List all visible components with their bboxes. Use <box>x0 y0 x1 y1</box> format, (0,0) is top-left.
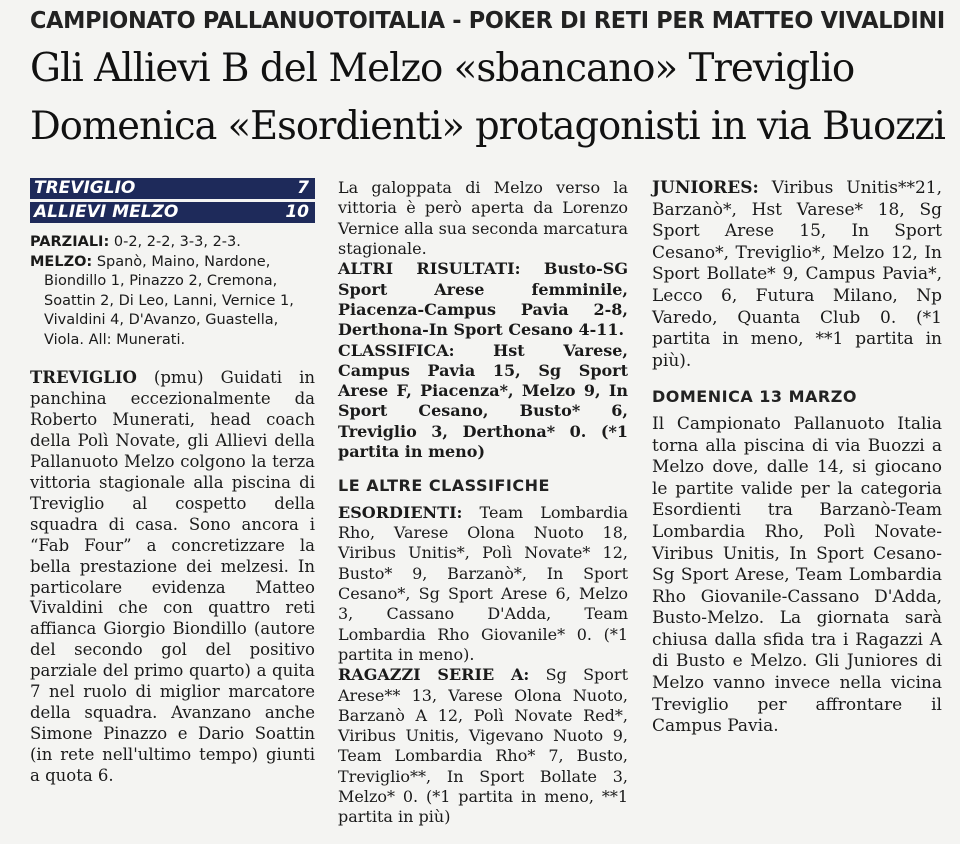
classifica: CLASSIFICA: Hst Varese, Campus Pavia 15, Sg Sport Arese F, Piacenza*, Melzo 9, In Sport Cesano, Busto* 6, Treviglio 3, Derthona* 0. (*1 partita in meno) <box>338 340 628 462</box>
parziali-value: 0-2, 2-2, 3-3, 2-3. <box>113 234 241 250</box>
domenica-title: DOMENICA 13 MARZO <box>652 387 857 407</box>
scorebar-home <box>30 178 315 199</box>
melzo-line-5: Viola. All: Munerati. <box>44 331 186 348</box>
melzo-label: MELZO: <box>30 253 93 270</box>
parziali-row <box>30 233 315 253</box>
melzo-line-4: Vivaldini 4, D'Avanzo, Guastella, <box>44 312 279 328</box>
body-paragraph-1 <box>30 368 315 787</box>
spacer-2 <box>652 372 942 382</box>
ragazzi-text: Sg Sport Arese** 13, Varese Olona Nuoto, Barzanò A 12, Polì Novate Red*, Viribus Unitis, Vigevano Nuoto 9, Team Lombardia Rho* 7, Busto, Treviglio**, In Sport Bollate 3, Melzo* 0. (*1 partita in meno, **1 partita in più) <box>338 665 628 827</box>
melzo-line-1: Spanò, Maino, Nardone, <box>96 253 271 270</box>
headline-line-1: Gli Allievi B del Melzo «sbancano» Treviglio <box>30 46 855 91</box>
esordienti-label: ESORDIENTI: <box>338 502 463 522</box>
melzo-line-3: Soattin 2, Di Leo, Lanni, Vernice 1, <box>44 292 294 309</box>
away-team: ALLIEVI MELZO <box>34 202 179 222</box>
match-summary <box>30 233 315 350</box>
away-score: 10 <box>285 202 309 222</box>
body-paragraph-2: La galoppata di Melzo verso la vittoria è però aperta da Lorenzo Vernice alla sua seconda marcatura stagionale. <box>338 178 628 258</box>
spacer <box>338 462 628 472</box>
scorebar-away <box>30 202 315 223</box>
ragazzi-label: RAGAZZI SERIE A: <box>338 665 530 685</box>
melzo-row <box>30 253 315 273</box>
melzo-line-2: Biondillo 1, Pinazzo 2, Cremona, <box>44 273 278 289</box>
juniores-text: Viribus Unitis**21, Barzanò*, Hst Varese* 18, Sg Sport Arese 15, In Sport Cesano*, Treviglio*, Melzo 12, In Sport Bollate* 9, Campus Pavia*, Lecco 6, Futura Milano, Np Varedo, Quanta Club 0. (*1 partita in meno, **1 partita in più). <box>652 178 942 371</box>
paragraph-1-text: Guidati in panchina eccezionalmente da Roberto Munerati, head coach della Polì Novate, gli Allievi della Pallanuoto Melzo colgono la terza vittoria stagionale alla piscina di Treviglio al cospetto della squadra di casa. Sono ancora i “Fab Four” a concretizzare la bella prestazione dei melzesi. In particolare evidenza Matteo Vivaldini che con quattro reti affianca Giorgio Biondillo (autore del secondo gol del positivo parziale del primo quarto) a quita 7 nel ruolo di miglior marcatore della squadra. Avanzano anche Simone Pinazzo e Dario Soattin (in rete nell'ultimo tempo) giunti a quota 6. <box>30 368 316 786</box>
esordienti-standings <box>338 503 628 666</box>
domenica-text: Il Campionato Pallanuoto Italia torna alla piscina di via Buozzi a Melzo dove, dalle 14, si giocano le partite valide per la categoria Esordienti tra Barzanò-Team Lombardia Rho, Polì Novate-Viribus Unitis, In Sport Cesano-Sg Sport Arese, Team Lombardia Rho Giovanile-Cassano D'Adda, Busto-Melzo. La giornata sarà chiusa dalla sfida tra i Ragazzi A di Busto e Melzo. Gli Juniores di Melzo vanno invece nella vicina Treviglio per affrontare il Campus Pavia. <box>652 413 942 737</box>
esordienti-text: Team Lombardia Rho, Varese Olona Nuoto 18, Viribus Unitis*, Polì Novate* 12, Busto* 9, Barzanò*, In Sport Cesano*, Sg Sport Arese 6, Melzo 3, Cassano D'Adda, Team Lombardia Rho Giovanile* 0. (*1 partita in meno). <box>338 502 628 664</box>
ragazzi-standings <box>338 665 628 828</box>
home-score: 7 <box>297 178 309 198</box>
column-3 <box>652 178 942 738</box>
juniores-standings <box>652 178 942 372</box>
headline-line-2: Domenica «Esordienti» protagonisti in via Buozzi <box>30 104 945 149</box>
article-kicker: CAMPIONATO PALLANUOTOITALIA - POKER DI RETI PER MATTEO VIVALDINI <box>30 8 945 34</box>
column-1 <box>30 178 315 787</box>
column-2 <box>338 178 628 828</box>
altri-risultati: ALTRI RISULTATI: Busto-SG Sport Arese femminile, Piacenza-Campus Pavia 2-8, Derthona-In Sport Cesano 4-11. <box>338 259 628 340</box>
dateline: TREVIGLIO <box>30 368 137 387</box>
byline: (pmu) <box>136 368 221 387</box>
other-standings-title: LE ALTRE CLASSIFICHE <box>338 476 550 496</box>
home-team: TREVIGLIO <box>34 178 136 198</box>
parziali-label: PARZIALI: <box>30 234 110 250</box>
juniores-label: JUNIORES: <box>652 178 759 198</box>
